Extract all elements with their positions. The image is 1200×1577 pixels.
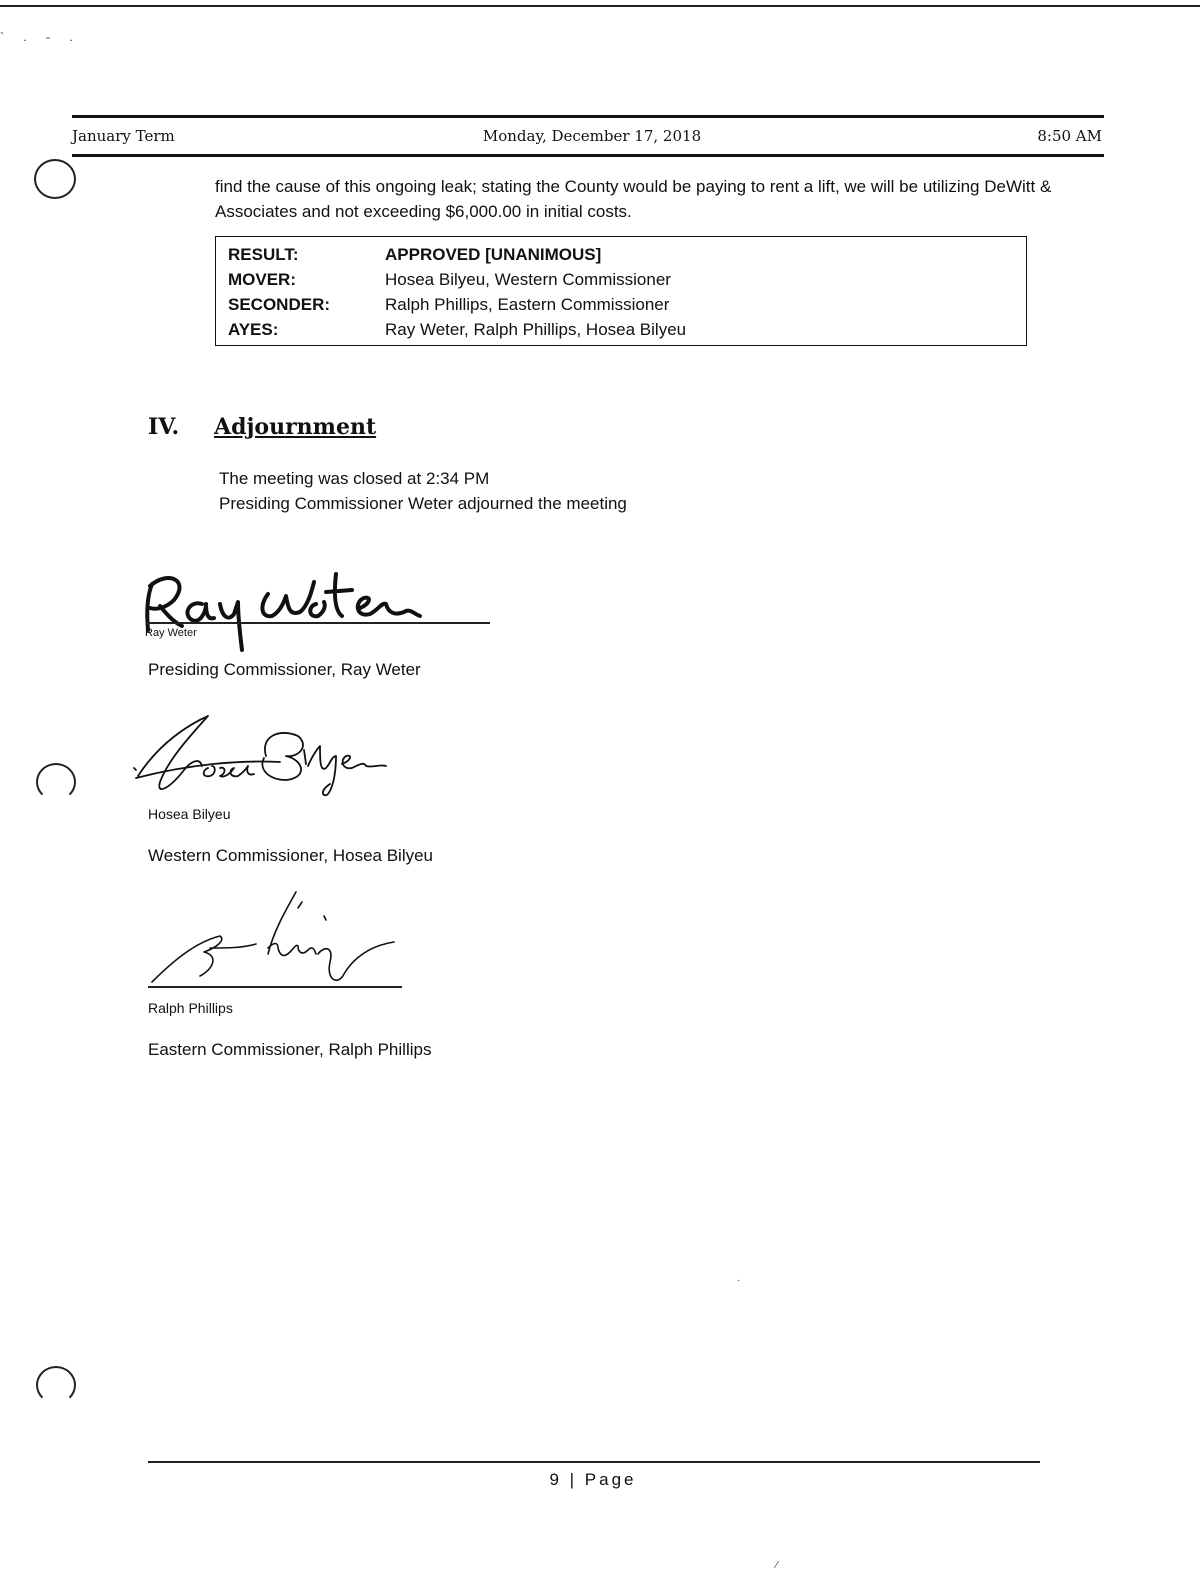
- vote-value: Hosea Bilyeu, Western Commissioner: [385, 270, 671, 289]
- header-rule-top: [72, 115, 1104, 118]
- vote-row-mover: [228, 267, 1014, 292]
- vote-key: SECONDER:: [228, 295, 331, 314]
- signature-caption: Presiding Commissioner, Ray Weter: [148, 660, 421, 679]
- vote-result-box: [215, 236, 1027, 346]
- page-number: 9 | Page: [549, 1470, 637, 1489]
- header-rule-bottom: [72, 154, 1104, 157]
- vote-row-seconder: [228, 292, 1014, 317]
- header-term: January Term: [72, 127, 175, 145]
- signature-caption: Western Commissioner, Hosea Bilyeu: [148, 846, 434, 865]
- vote-value: Ray Weter, Ralph Phillips, Hosea Bilyeu: [385, 320, 687, 339]
- vote-value: Ralph Phillips, Eastern Commissioner: [385, 295, 670, 314]
- header-date: Monday, December 17, 2018: [482, 127, 702, 145]
- vote-row-ayes: [228, 317, 1014, 342]
- signature-typed-name: Hosea Bilyeu: [148, 806, 231, 822]
- punch-hole-top: [34, 159, 76, 199]
- footer-rule: [148, 1461, 1040, 1463]
- signature-typed-name: Ralph Phillips: [148, 1000, 233, 1016]
- section-title: Adjournment: [214, 414, 377, 440]
- signature-line: [148, 986, 402, 988]
- signature-hosea-bilyeu: [130, 706, 430, 806]
- vote-value: APPROVED [UNANIMOUS]: [385, 245, 602, 264]
- continuation-paragraph: find the cause of this ongoing leak; stating the County would be paying to rent a lift, we will be utilizing DeWitt & Associates and not exceeding $6,000.00 in initial costs.: [215, 177, 1052, 221]
- punch-hole-bottom: [36, 1366, 76, 1404]
- signature-line: [146, 622, 490, 624]
- scan-specks: ` . - .: [0, 30, 81, 44]
- adjournment-line: Presiding Commissioner Weter adjourned the meeting: [219, 494, 627, 513]
- vote-row-result: [228, 242, 1014, 267]
- header-time: 8:50 AM: [1037, 127, 1102, 145]
- vote-key: RESULT:: [228, 245, 299, 264]
- signature-caption: Eastern Commissioner, Ralph Phillips: [148, 1040, 432, 1059]
- section-number: IV.: [148, 414, 180, 440]
- scan-top-edge: [0, 5, 1200, 7]
- vote-key: AYES:: [228, 320, 279, 339]
- vote-key: MOVER:: [228, 270, 296, 289]
- signature-ray-weter: [138, 556, 438, 656]
- adjournment-line: The meeting was closed at 2:34 PM: [219, 469, 490, 488]
- signature-ralph-phillips: [146, 886, 406, 996]
- scan-speck: ·: [737, 1275, 741, 1286]
- punch-hole-middle: [36, 763, 76, 801]
- scan-mark: ⁄: [776, 1560, 778, 1571]
- signature-typed-name: Ray Weter: [145, 627, 197, 639]
